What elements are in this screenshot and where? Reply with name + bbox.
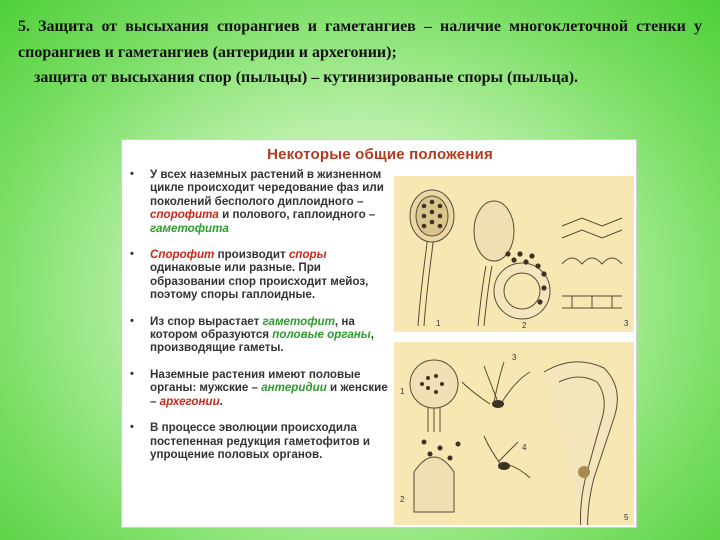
bullet-dot-icon: • (130, 314, 134, 327)
figure-number: 1 (400, 387, 405, 396)
bullet-text: У всех наземных растений в жизненном цикле происходит чередование фаз или поколений бесполого диплоидного – (150, 168, 384, 208)
term-antheridia: антеридии (261, 381, 327, 395)
term-spores: споры (288, 248, 327, 262)
figure-number: 3 (624, 319, 629, 328)
term-sporophyte: спорофита (150, 208, 219, 222)
bullet-text: производит (214, 248, 289, 262)
sporangium-illustration (394, 176, 634, 332)
bullet-text: , на котором образуются (150, 314, 355, 342)
slide-heading (18, 14, 702, 91)
bullet-text: Из спор вырастает (150, 314, 263, 328)
bullet-item (128, 168, 390, 235)
figure-number: 3 (512, 353, 517, 362)
bullet-dot-icon: • (130, 248, 134, 261)
bullet-text: , производящие гаметы. (150, 328, 374, 355)
term-sex-organs: половые органы (272, 328, 371, 342)
sporangium-drawing (394, 176, 634, 332)
bullet-list (128, 168, 390, 474)
bullet-text: Наземные растения имеют половые органы: мужские – (150, 367, 361, 395)
figure-number: 4 (522, 443, 527, 452)
term-gametophyte: гаметофита (150, 221, 229, 235)
bullet-item (128, 248, 390, 302)
figure-number: 1 (436, 319, 441, 328)
bullet-text: В процессе эволюции происходила постепенная редукция гаметофитов и упрощение половых органов. (150, 421, 371, 461)
term-gametophyte: гаметофит (262, 314, 335, 328)
bullet-item (128, 368, 390, 408)
bullet-text: и полового, гаплоидного – (218, 208, 376, 222)
bullet-text: . (219, 394, 223, 408)
sex-organs-illustration (394, 342, 634, 525)
figure-number: 5 (624, 513, 629, 522)
sex-organs-drawing (394, 342, 634, 525)
bullet-item (128, 315, 390, 355)
bullet-dot-icon: • (130, 367, 134, 380)
term-archegonia: архегонии (159, 394, 220, 408)
bullet-item (128, 421, 390, 461)
figure-number: 2 (522, 321, 527, 330)
figure-number: 2 (400, 495, 405, 504)
heading-paragraph-1: 5. Защита от высыхания спорангиев и гаметангиев – наличие многоклеточной стенки у спорангиев и гаметангиев (антеридии и архегонии); (18, 18, 702, 61)
heading-paragraph-2: защита от высыхания спор (пыльцы) – кутинизированые споры (пыльца). (34, 69, 579, 86)
info-panel (121, 139, 637, 528)
bullet-dot-icon: • (130, 168, 134, 180)
term-sporophyte: Спорофит (150, 248, 215, 262)
bullet-text: и женские – (150, 381, 388, 408)
bullet-dot-icon: • (130, 421, 134, 434)
panel-title: Некоторые общие положения (267, 146, 493, 163)
bullet-text: одинаковые или разные. При образовании спор происходит мейоз, поэтому споры гаплоидные. (150, 261, 369, 302)
